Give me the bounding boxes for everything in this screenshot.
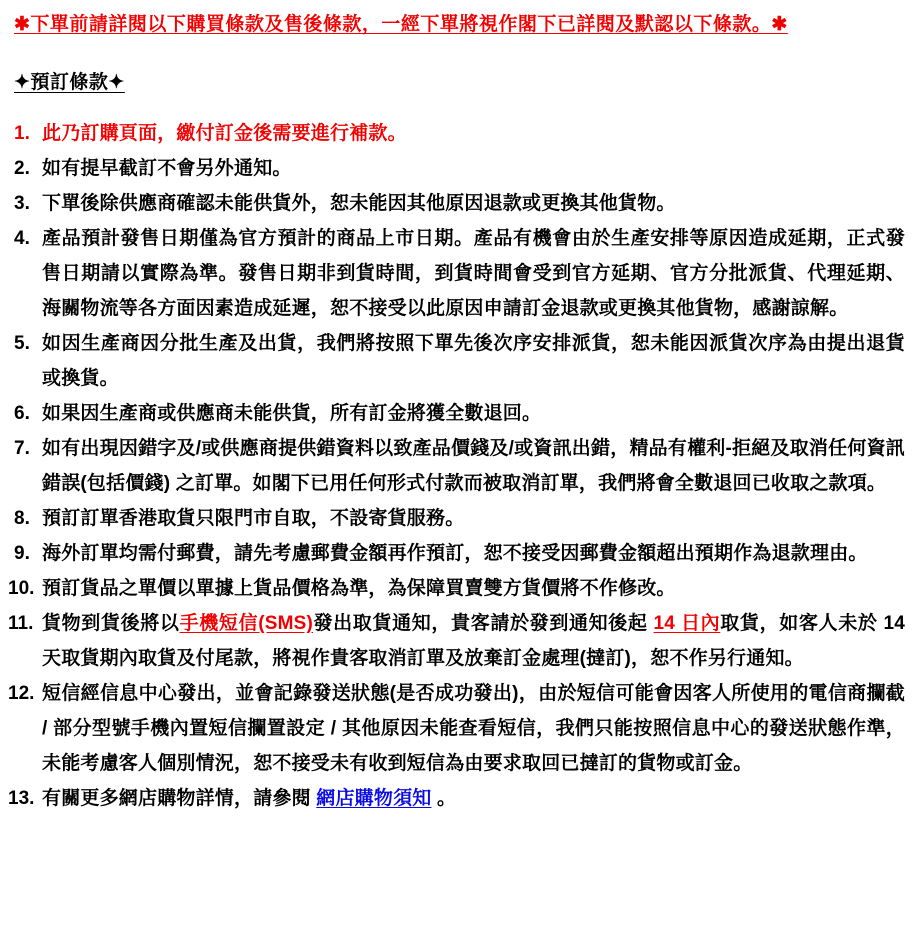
term-item-4: [0, 221, 913, 326]
term-number: 1.: [14, 123, 30, 144]
term-item-12: [0, 676, 913, 781]
term-item-6: [0, 396, 913, 431]
term-item-5: [0, 326, 913, 396]
term-number: 11.: [8, 613, 34, 634]
highlighted-red-text: 手機短信(SMS): [179, 613, 314, 634]
term-text: 預訂訂單香港取貨只限門市自取，不設寄貨服務。: [42, 508, 465, 529]
term-text: 產品預計發售日期僅為官方預計的商品上市日期。產品有機會由於生產安排等原因造成延期，正式發售日期請以實際為準。發售日期非到貨時間，到貨時間會受到官方延期、官方分批派貨、代理延期、海關物流等各方面因素造成延遲，恕不接受以此原因申請訂金退款或更換其他貨物，感謝諒解。: [42, 228, 905, 319]
term-item-8: [0, 501, 913, 536]
term-text: 如果因生產商或供應商未能供貨，所有訂金將獲全數退回。: [42, 403, 542, 424]
section-title-preorder-terms: ✦預訂條款✦: [14, 72, 125, 93]
term-item-1: [0, 116, 913, 151]
preorder-notice-header: ✱下單前請詳閱以下購買條款及售後條款，一經下單將視作閣下已詳閱及默認以下條款。✱: [14, 14, 788, 35]
term-number: 9.: [14, 543, 30, 564]
term-text: 預訂貨品之單價以單據上貨品價格為準，為保障買賣雙方貨價將不作修改。: [42, 578, 676, 599]
term-number: 10.: [8, 578, 35, 599]
term-text: 下單後除供應商確認未能供貨外，恕未能因其他原因退款或更換其他貨物。: [42, 193, 676, 214]
term-item-2: [0, 151, 913, 186]
term-number: 7.: [14, 438, 30, 459]
term-item-9: [0, 536, 913, 571]
term-number: 5.: [14, 333, 30, 354]
store-shopping-guide-link[interactable]: 網店購物須知: [316, 788, 432, 809]
term-item-11: [0, 606, 913, 676]
term-text: 貨物到貨後將以手機短信(SMS)發出取貨通知，貴客請於發到通知後起 14 日內取貨，如客人未於 14 天取貨期內取貨及付尾款，將視作貴客取消訂單及放棄訂金處理(撻訂)，恕不作另行通知。: [42, 613, 905, 669]
term-number: 4.: [14, 228, 30, 249]
highlighted-red-text: 14 日內: [653, 613, 721, 634]
term-text: 此乃訂購頁面，繳付訂金後需要進行補款。: [42, 123, 407, 144]
term-number: 3.: [14, 193, 30, 214]
term-text: 海外訂單均需付郵費，請先考慮郵費金額再作預訂，恕不接受因郵費金額超出預期作為退款理由。: [42, 543, 868, 564]
terms-list: [0, 116, 913, 816]
term-number: 6.: [14, 403, 30, 424]
term-number: 2.: [14, 158, 30, 179]
term-text: 短信經信息中心發出，並會記錄發送狀態(是否成功發出)，由於短信可能會因客人所使用的電信商攔截 / 部分型號手機內置短信攔置設定 / 其他原因未能查看短信，我們只能按照信息中心的發送狀態作準，未能考慮客人個別情況，恕不接受未有收到短信為由要求取回已撻訂的貨物或訂金。: [42, 683, 905, 774]
term-number: 12.: [8, 683, 35, 704]
term-text: 如有出現因錯字及/或供應商提供錯資料以致產品價錢及/或資訊出錯，精品有權利-拒絕及取消任何資訊錯誤(包括價錢) 之訂單。如閣下已用任何形式付款而被取消訂單，我們將會全數退回已收取之款項。: [42, 438, 905, 494]
term-number: 8.: [14, 508, 30, 529]
term-item-7: [0, 431, 913, 501]
term-text: 有關更多網店購物詳情，請參閱 網店購物須知 。: [42, 788, 457, 809]
term-item-10: [0, 571, 913, 606]
term-item-13: [0, 781, 913, 816]
term-text: 如有提早截訂不會另外通知。: [42, 158, 292, 179]
term-text: 如因生產商因分批生產及出貨，我們將按照下單先後次序安排派貨，恕未能因派貨次序為由提出退貨或換貨。: [42, 333, 905, 389]
term-number: 13.: [8, 788, 35, 809]
term-item-3: [0, 186, 913, 221]
